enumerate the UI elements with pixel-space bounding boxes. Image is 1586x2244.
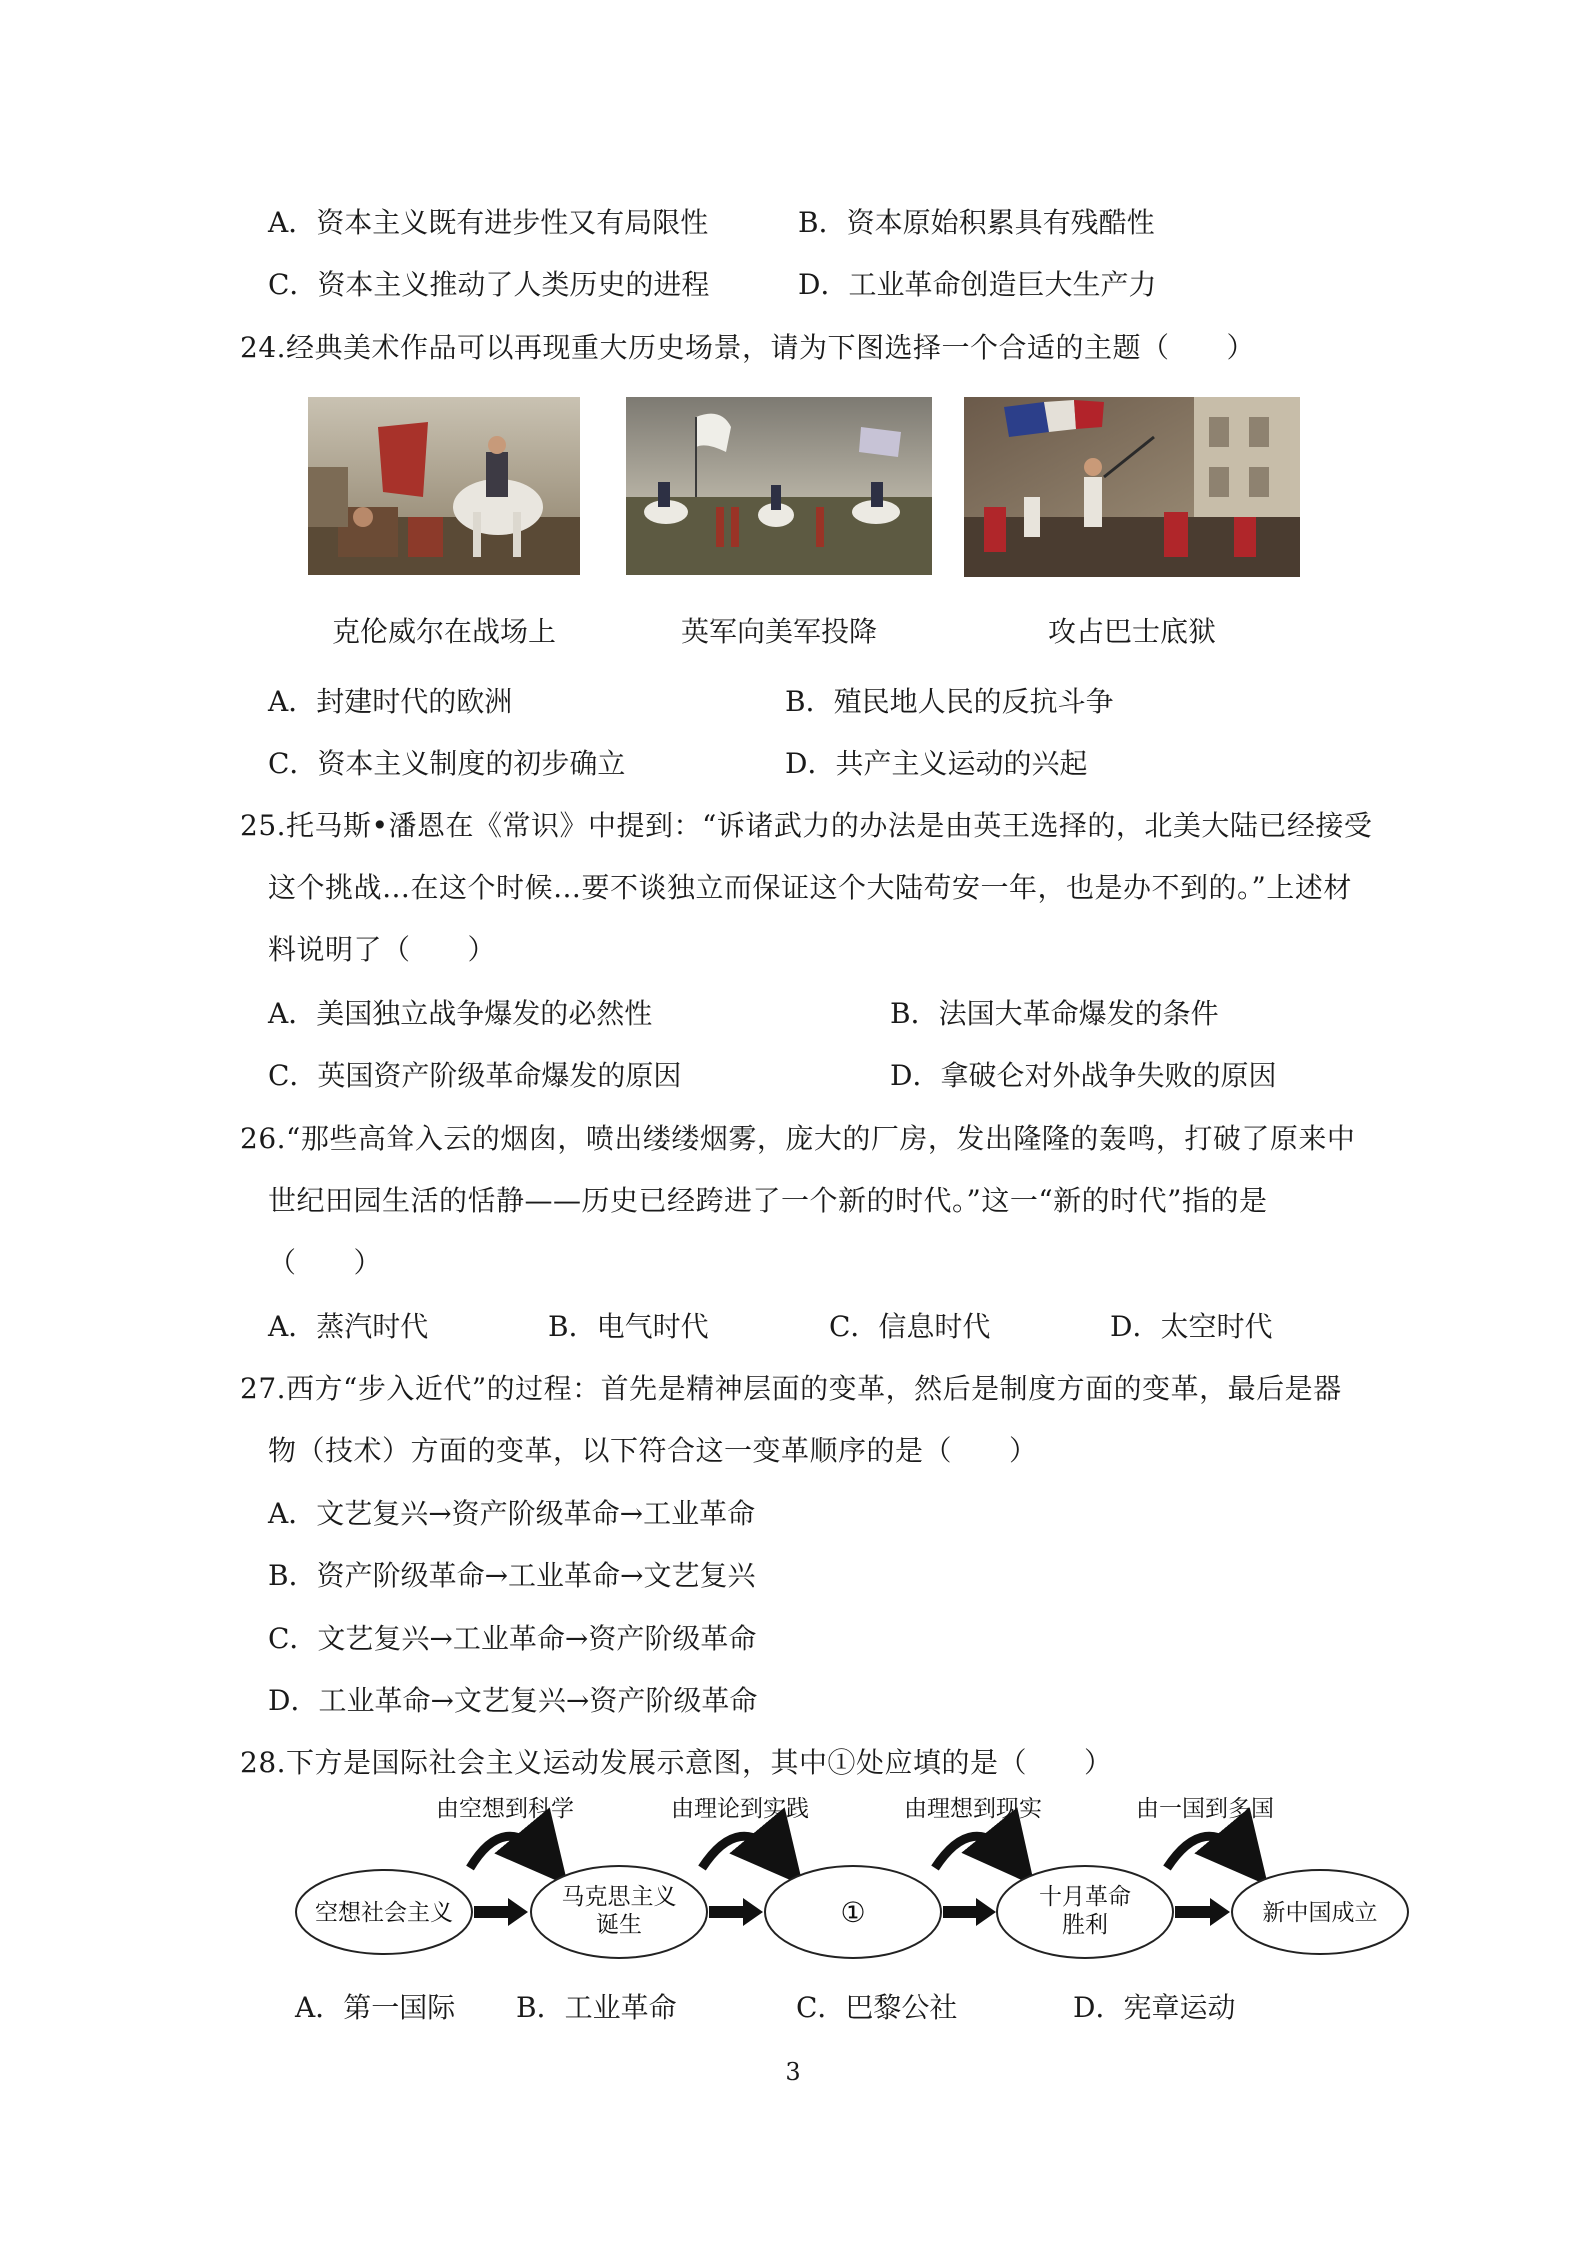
q23-option-b: B．资本原始积累具有残酷性 xyxy=(798,206,1155,239)
caption-cromwell: 克伦威尔在战场上 xyxy=(331,615,556,648)
q26-option-d: D．太空时代 xyxy=(1110,1310,1273,1343)
q26-stem-line-3: （ ） xyxy=(268,1246,383,1279)
arc-label-4: 由一国到多国 xyxy=(1136,1796,1274,1822)
q25-stem-line-3: 料说明了（ ） xyxy=(268,933,497,966)
q26-stem-line-2: 世纪田园生活的恬静——历史已经跨进了一个新的时代。”这一“新的时代”指的是 xyxy=(268,1184,1268,1217)
arc-arrow-3 xyxy=(935,1836,1012,1868)
q24-option-c: C．资本主义制度的初步确立 xyxy=(268,747,626,780)
arc-arrow-1 xyxy=(470,1836,545,1868)
q27-stem-line-1: 27.西方“步入近代”的过程：首先是精神层面的变革，然后是制度方面的变革，最后是器 xyxy=(240,1372,1342,1405)
q24-option-b: B．殖民地人民的反抗斗争 xyxy=(785,685,1114,718)
page-number: 3 xyxy=(785,2058,801,2086)
caption-surrender: 英军向美军投降 xyxy=(680,615,877,648)
q26-option-c: C．信息时代 xyxy=(829,1310,991,1343)
q27-option-d: D．工业革命→文艺复兴→资产阶级革命 xyxy=(268,1684,758,1717)
arc-label-2: 由理论到实践 xyxy=(671,1796,809,1822)
flow-arrow-3 xyxy=(943,1898,996,1926)
q23-option-a: A．资本主义既有进步性又有局限性 xyxy=(268,206,709,239)
q24-stem: 24.经典美术作品可以再现重大历史场景，请为下图选择一个合适的主题（ ） xyxy=(240,331,1256,364)
q25-stem-line-2: 这个挑战…在这个时候…要不谈独立而保证这个大陆苟安一年，也是办不到的。”上述材 xyxy=(268,871,1352,904)
node-marxism-label-2: 诞生 xyxy=(596,1912,642,1938)
q26-option-a: A．蒸汽时代 xyxy=(268,1310,429,1343)
q24-option-a: A．封建时代的欧洲 xyxy=(268,685,513,718)
arc-label-1: 由空想到科学 xyxy=(436,1796,574,1822)
flow-arrow-4 xyxy=(1175,1898,1230,1926)
q28-option-b: B．工业革命 xyxy=(516,1991,677,2024)
node-blank-label: ① xyxy=(840,1896,866,1929)
arc-arrow-2 xyxy=(702,1836,780,1868)
caption-bastille: 攻占巴士底狱 xyxy=(1047,615,1216,648)
node-october-label-2: 胜利 xyxy=(1062,1912,1108,1938)
q25-stem-line-1: 25.托马斯•潘恩在《常识》中提到：“诉诸武力的办法是由英王选择的，北美大陆已经接受 xyxy=(240,809,1373,842)
q25-option-a: A．美国独立战争爆发的必然性 xyxy=(268,997,653,1030)
node-utopian-label: 空想社会主义 xyxy=(315,1900,453,1926)
arc-label-3: 由理想到现实 xyxy=(904,1796,1042,1822)
q28-option-d: D．宪章运动 xyxy=(1073,1991,1236,2024)
q24-option-d: D．共产主义运动的兴起 xyxy=(785,747,1088,780)
q27-stem-line-2: 物（技术）方面的变革，以下符合这一变革顺序的是（ ） xyxy=(268,1434,1038,1467)
flow-arrow-1 xyxy=(474,1898,528,1926)
node-marxism-label-1: 马克思主义 xyxy=(561,1884,677,1910)
q25-option-c: C．英国资产阶级革命爆发的原因 xyxy=(268,1059,682,1092)
socialism-flow-diagram xyxy=(290,1790,1420,1980)
q28-option-c: C．巴黎公社 xyxy=(796,1991,958,2024)
q23-option-c: C．资本主义推动了人类历史的进程 xyxy=(268,268,710,301)
node-new-china-label: 新中国成立 xyxy=(1262,1900,1378,1926)
q23-option-d: D．工业革命创造巨大生产力 xyxy=(798,268,1157,301)
painting-cromwell xyxy=(308,397,580,575)
flow-arrow-2 xyxy=(709,1898,763,1926)
q25-option-b: B．法国大革命爆发的条件 xyxy=(890,997,1219,1030)
q27-option-a: A．文艺复兴→资产阶级革命→工业革命 xyxy=(268,1497,756,1530)
painting-surrender xyxy=(626,397,932,575)
q26-stem-line-1: 26.“那些高耸入云的烟囱，喷出缕缕烟雾，庞大的厂房，发出隆隆的轰鸣，打破了原来中 xyxy=(240,1122,1356,1155)
q27-option-b: B．资产阶级革命→工业革命→文艺复兴 xyxy=(268,1559,756,1592)
arc-arrow-4 xyxy=(1167,1836,1245,1868)
q28-option-a: A．第一国际 xyxy=(295,1991,456,2024)
node-october-label-1: 十月革命 xyxy=(1039,1884,1131,1910)
painting-bastille xyxy=(964,397,1300,577)
q26-option-b: B．电气时代 xyxy=(548,1310,709,1343)
q28-stem: 28.下方是国际社会主义运动发展示意图，其中①处应填的是（ ） xyxy=(240,1746,1113,1779)
q25-option-d: D．拿破仑对外战争失败的原因 xyxy=(890,1059,1277,1092)
q27-option-c: C．文艺复兴→工业革命→资产阶级革命 xyxy=(268,1622,757,1655)
